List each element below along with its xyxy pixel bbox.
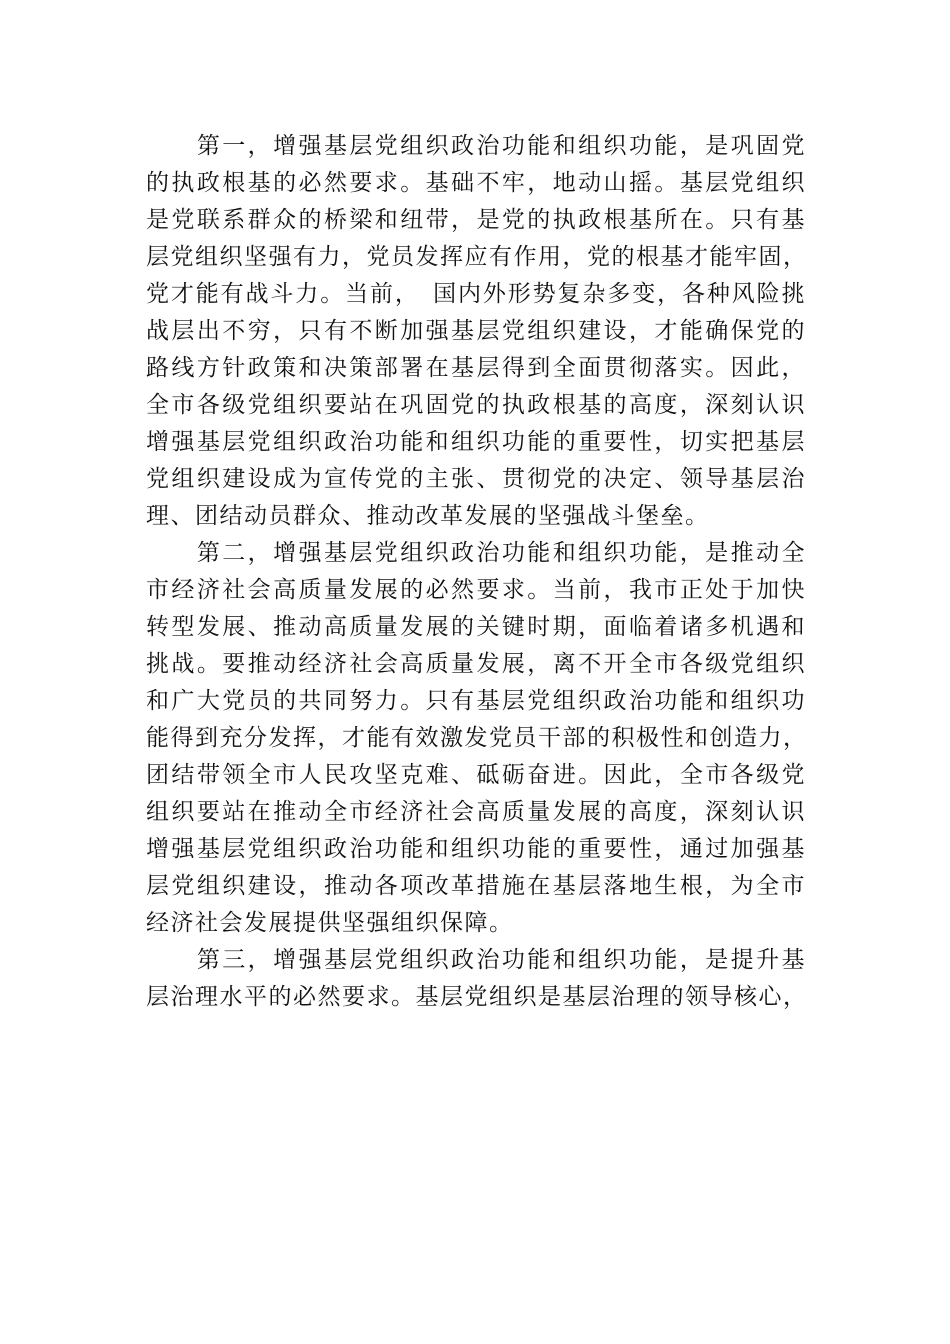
text-line: 全市各级党组织要站在巩固党的执政根基的高度，深刻认识 xyxy=(146,392,806,418)
text-line: 能得到充分发挥，才能有效激发党员干部的积极性和创造力， xyxy=(146,725,808,751)
paragraph xyxy=(146,128,806,535)
text-line: 第三，增强基层党组织政治功能和组织功能，是提升基 xyxy=(146,947,806,973)
text-line: 团结带领全市人民攻坚克难、砥砺奋进。因此，全市各级党 xyxy=(146,762,806,788)
text-line: 挑战。要推动经济社会高质量发展，离不开全市各级党组织 xyxy=(146,651,806,677)
text-line: 路线方针政策和决策部署在基层得到全面贯彻落实。因此， xyxy=(146,355,806,381)
paragraph xyxy=(146,942,806,1016)
text-line: 组织要站在推动全市经济社会高质量发展的高度，深刻认识 xyxy=(146,799,806,825)
text-line: 增强基层党组织政治功能和组织功能的重要性，切实把基层 xyxy=(146,429,806,455)
text-line: 层党组织坚强有力，党员发挥应有作用，党的根基才能牢固， xyxy=(146,244,808,270)
text-line: 是党联系群众的桥梁和纽带，是党的执政根基所在。只有基 xyxy=(146,207,806,233)
text-line: 经济社会发展提供坚强组织保障。 xyxy=(146,910,514,936)
text-line: 党才能有战斗力。当前， 国内外形势复杂多变，各种风险挑 xyxy=(146,281,806,307)
text-line: 的执政根基的必然要求。基础不牢，地动山摇。基层党组织 xyxy=(146,170,806,196)
text-line: 第二，增强基层党组织政治功能和组织功能，是推动全 xyxy=(146,540,806,566)
text-line: 市经济社会高质量发展的必然要求。当前，我市正处于加快 xyxy=(146,577,806,603)
paragraph xyxy=(146,535,806,942)
text-line: 战层出不穷，只有不断加强基层党组织建设，才能确保党的 xyxy=(146,318,806,344)
text-line: 层治理水平的必然要求。基层党组织是基层治理的领导核心， xyxy=(146,984,808,1010)
text-line: 党组织建设成为宣传党的主张、贯彻党的决定、领导基层治 xyxy=(146,466,806,492)
text-line: 第一，增强基层党组织政治功能和组织功能，是巩固党 xyxy=(146,133,806,159)
document-body xyxy=(146,128,806,1016)
text-line: 转型发展、推动高质量发展的关键时期，面临着诸多机遇和 xyxy=(146,614,806,640)
text-line: 增强基层党组织政治功能和组织功能的重要性，通过加强基 xyxy=(146,836,806,862)
text-line: 理、团结动员群众、推动改革发展的坚强战斗堡垒。 xyxy=(146,503,710,529)
text-line: 和广大党员的共同努力。只有基层党组织政治功能和组织功 xyxy=(146,688,806,714)
text-line: 层党组织建设，推动各项改革措施在基层落地生根，为全市 xyxy=(146,873,806,899)
